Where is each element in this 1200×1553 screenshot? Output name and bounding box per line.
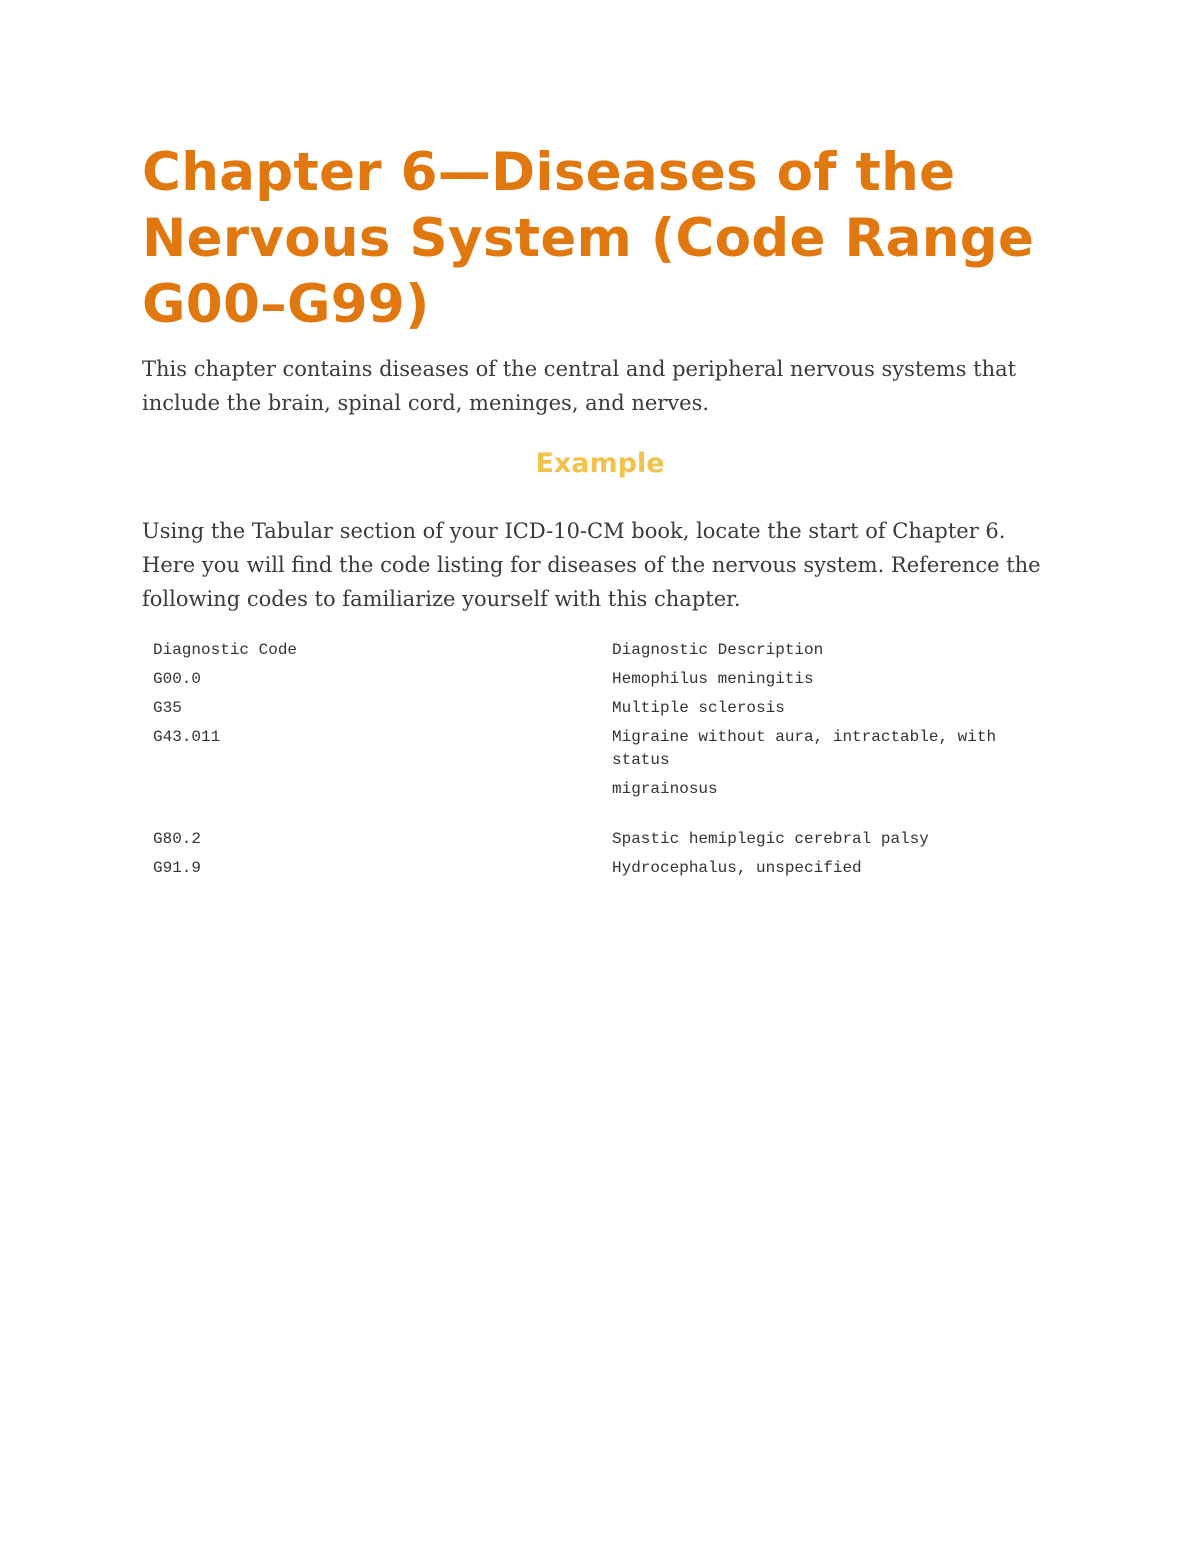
table-header-row (153, 636, 1042, 665)
header-diagnostic-description: Diagnostic Description (612, 641, 824, 659)
code-cell: G91.9 (153, 859, 202, 877)
code-table (153, 636, 1042, 883)
row-spacer (153, 804, 1042, 825)
code-cell: G35 (153, 699, 182, 717)
description-continuation: migrainosus (612, 780, 718, 798)
chapter-title: Chapter 6—Diseases of the Nervous System (Code Range G00–G99) (142, 142, 1035, 335)
code-cell: G43.011 (153, 728, 221, 746)
description-cell: Hemophilus meningitis (612, 670, 814, 688)
description-cell: Hydrocephalus, unspecified (612, 859, 862, 877)
chapter-intro: This chapter contains diseases of the central and peripheral nervous systems that include the brain, spinal cord, meninges, and nerves. (142, 357, 1017, 415)
example-heading: Example (535, 448, 665, 479)
code-cell: G00.0 (153, 670, 202, 688)
description-cell (612, 723, 1012, 804)
table-row (153, 854, 1042, 883)
header-diagnostic-code: Diagnostic Code (153, 641, 298, 659)
description-cell: Multiple sclerosis (612, 699, 785, 717)
table-row (153, 665, 1042, 694)
description-cell: Spastic hemiplegic cerebral palsy (612, 830, 929, 848)
table-row (153, 825, 1042, 854)
code-cell: G80.2 (153, 830, 202, 848)
description-text: Migraine without aura, intractable, with status (612, 728, 997, 769)
table-row (153, 723, 1042, 804)
table-row (153, 694, 1042, 723)
document-page (142, 140, 1042, 883)
example-text: Using the Tabular section of your ICD-10-CM book, locate the start of Chapter 6. Here you will find the code listing for diseases of the nervous system. Reference the following codes to familiarize yourself with this chapter. (142, 519, 1041, 611)
